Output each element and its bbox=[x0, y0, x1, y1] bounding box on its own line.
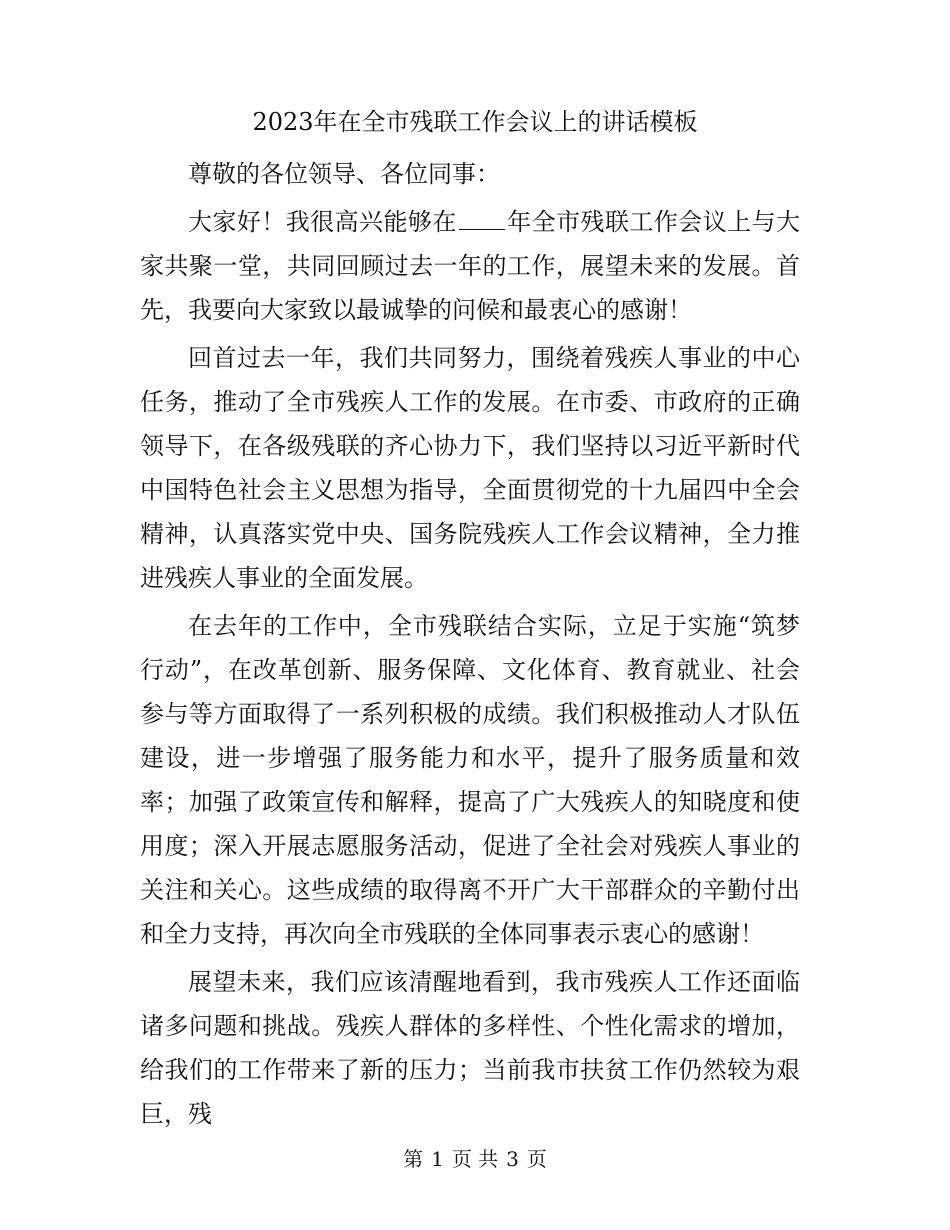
year-blank-line bbox=[459, 209, 505, 230]
paragraph-opening-start: 大家好！我很高兴能够在 bbox=[188, 208, 457, 236]
footer-total-pages: 3 bbox=[506, 1147, 519, 1171]
footer-suffix: 页 bbox=[526, 1147, 547, 1171]
document-body bbox=[140, 152, 800, 1136]
paragraph-review: 回首过去一年，我们共同努力，围绕着残疾人事业的中心任务，推动了全市残疾人工作的发展。在市委、市政府的正确领导下，在各级残联的齐心协力下，我们坚持以习近平新时代中国特色社会主义思想为指导，全面贯彻党的十九届四中全会精神，认真落实党中央、国务院残疾人工作会议精神，全力推进残疾人事业的全面发展。 bbox=[140, 344, 800, 592]
footer-middle: 页 共 bbox=[451, 1147, 499, 1171]
footer-current-page: 1 bbox=[431, 1147, 444, 1171]
footer-prefix: 第 bbox=[403, 1147, 424, 1171]
paragraph-opening bbox=[140, 200, 800, 332]
paragraph-achievements: 在去年的工作中，全市残联结合实际，立足于实施“筑梦行动”，在改革创新、服务保障、文化体育、教育就业、社会参与等方面取得了一系列积极的成绩。我们积极推动人才队伍建设，进一步增强了服务能力和水平，提升了服务质量和效率；加强了政策宣传和解释，提高了广大残疾人的知晓度和使用度；深入开展志愿服务活动，促进了全社会对残疾人事业的关注和关心。这些成绩的取得离不开广大干部群众的辛勤付出和全力支持，再次向全市残联的全体同事表示衷心的感谢！ bbox=[140, 612, 800, 948]
salutation: 尊敬的各位领导、各位同事： bbox=[188, 160, 500, 188]
paragraph-opening-end: 年全市残联工作会议上与大家共聚一堂，共同回顾过去一年的工作，展望未来的发展。首先，我要向大家致以最诚挚的问候和最衷心的感谢！ bbox=[140, 208, 801, 324]
page-footer bbox=[0, 1143, 950, 1175]
paragraph-outlook: 展望未来，我们应该清醒地看到，我市残疾人工作还面临诸多问题和挑战。残疾人群体的多样性、个性化需求的增加，给我们的工作带来了新的压力；当前我市扶贫工作仍然较为艰巨，残 bbox=[140, 968, 800, 1128]
document-title: 2023年在全市残联工作会议上的讲话模板 bbox=[252, 108, 698, 136]
